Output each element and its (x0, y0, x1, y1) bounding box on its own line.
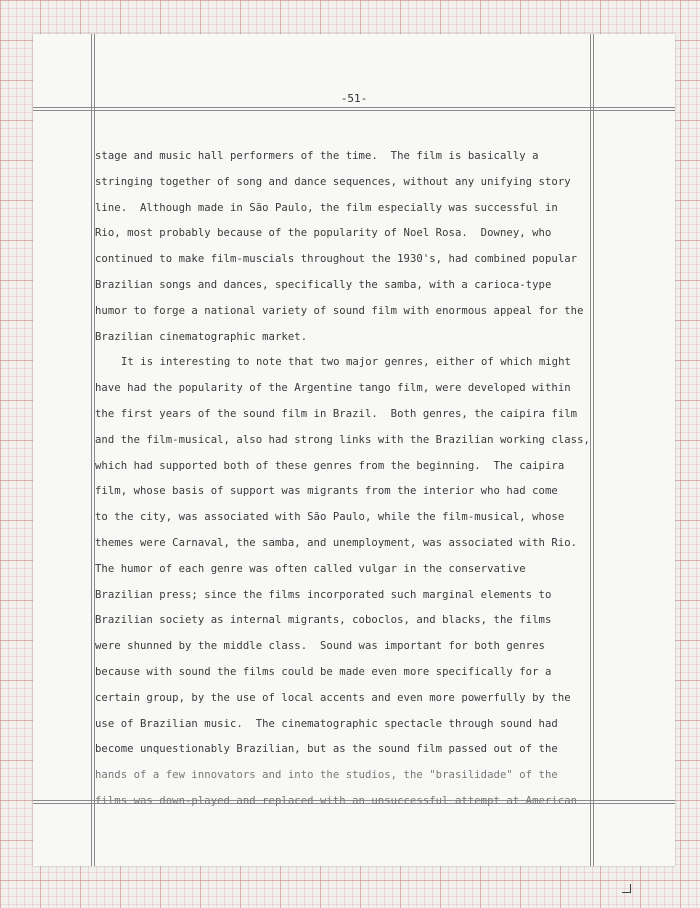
text-line: Brazilian cinematographic market. (95, 330, 308, 343)
text-line: film, whose basis of support was migrants from the interior who had come (95, 485, 558, 498)
text-line: The humor of each genre was often called vulgar in the conservative (95, 562, 526, 575)
text-line: which had supported both of these genres from the beginning. The caipira (95, 459, 565, 472)
text-line: become unquestionably Brazilian, but as the sound film passed out of the (95, 743, 558, 756)
left-margin-rule (91, 34, 92, 866)
text-line: humor to forge a national variety of sound film with enormous appeal for the (95, 304, 584, 317)
text-line: Brazilian press; since the films incorporated such marginal elements to (95, 588, 552, 601)
text-line: to the city, was associated with São Paulo, while the film-musical, whose (95, 511, 565, 524)
text-line: themes were Carnaval, the samba, and unemployment, was associated with Rio. (95, 536, 578, 549)
text-line: certain group, by the use of local accents and even more powerfully by the (95, 691, 571, 704)
text-line: stringing together of song and dance sequences, without any unifying story (95, 175, 571, 188)
text-line: line. Although made in São Paulo, the film especially was successful in (95, 201, 558, 214)
text-line: Brazilian society as internal migrants, coboclos, and blacks, the films (95, 614, 552, 627)
corner-crop-mark (622, 884, 631, 893)
text-line: and the film-musical, also had strong links with the Brazilian working class, (95, 433, 590, 446)
text-line: stage and music hall performers of the time. The film is basically a (95, 150, 539, 162)
text-line: hands of a few innovators and into the studios, the "brasilidade" of the (95, 769, 558, 782)
text-line: Rio, most probably because of the popularity of Noel Rosa. Downey, who (95, 227, 552, 240)
top-margin-rule (33, 107, 675, 108)
top-margin-rule-inner (33, 110, 675, 111)
text-line: use of Brazilian music. The cinematographic spectacle through sound had (95, 717, 558, 730)
text-line: Brazilian songs and dances, specifically the samba, with a carioca-type (95, 278, 552, 291)
text-line: because with sound the films could be made even more specifically for a (95, 665, 552, 678)
text-line: have had the popularity of the Argentine tango film, were developed within (95, 382, 571, 395)
text-line: were shunned by the middle class. Sound was important for both genres (95, 640, 545, 653)
text-line: films was down-played and replaced with an unsuccessful attempt at American (95, 794, 578, 807)
text-line: continued to make film-muscials throughout the 1930's, had combined popular (95, 253, 578, 266)
body-text (95, 144, 667, 815)
paragraph-first-line: It is interesting to note that two major genres, either of which might (121, 356, 571, 369)
text-line: the first years of the sound film in Brazil. Both genres, the caipira film (95, 407, 578, 420)
page-number: -51- (340, 92, 368, 105)
document-page (33, 34, 675, 866)
